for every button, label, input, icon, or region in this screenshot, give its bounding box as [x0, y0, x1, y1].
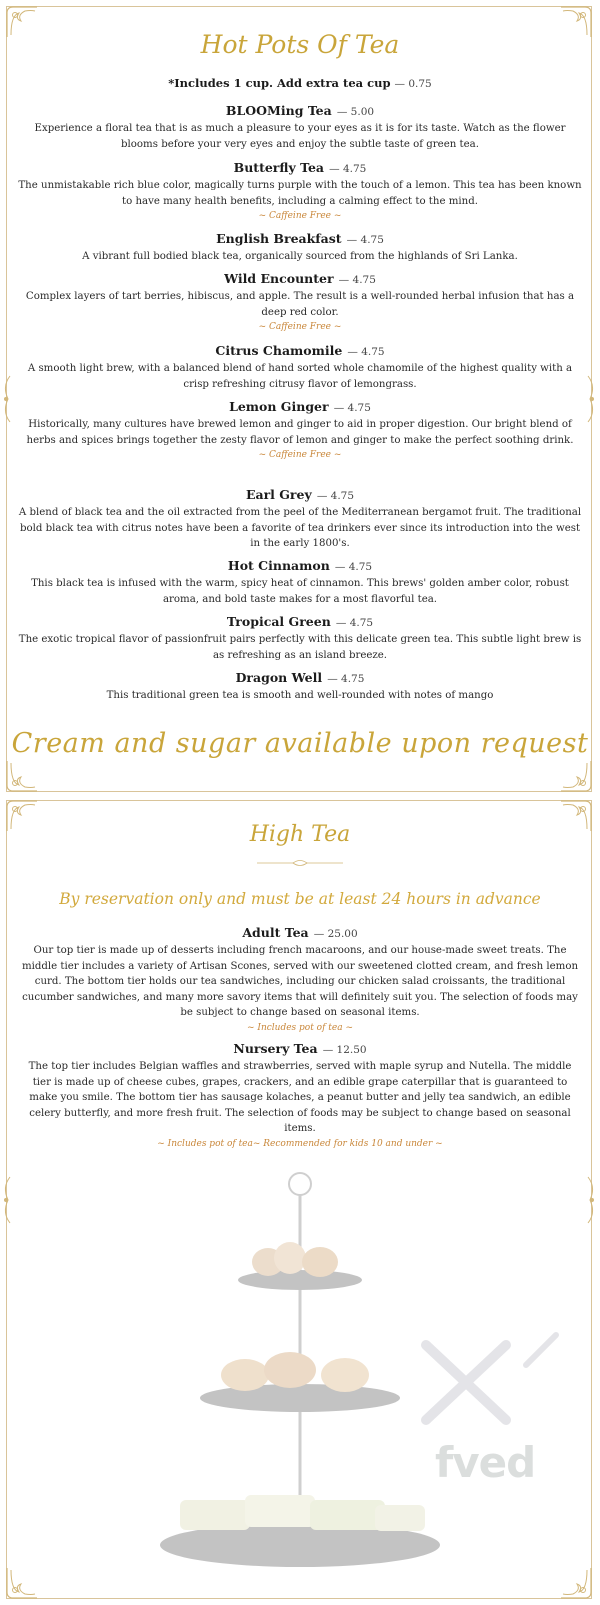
- menu-item-header: [18, 611, 582, 630]
- menu-item-header: [18, 922, 582, 941]
- menu-item-description: A blend of black tea and the oil extracted from the peel of the Mediterranean bergamot fruit. The traditional bold black tea with citrus notes have been a favorite of tea drinkers ever since its introduction into the west in the early 1800's.: [18, 507, 582, 549]
- menu-item-header: [18, 396, 582, 415]
- menu-item: [18, 100, 582, 152]
- corner-ornament-icon: [5, 759, 39, 793]
- menu-item-description: The unmistakable rich blue color, magically turns purple with the touch of a lemon. This tea has been known to have many health benefits, including a calming effect to the mind.: [18, 180, 582, 207]
- menu-item-header: [18, 555, 582, 574]
- menu-item: [18, 1038, 582, 1151]
- menu-item: [18, 340, 582, 392]
- menu-item-header: [18, 228, 582, 247]
- menu-item-name: Adult Tea: [242, 925, 309, 940]
- menu-item-description: Historically, many cultures have brewed lemon and ginger to aid in proper digestion. Our bright blend of herbs and spices brings together the zesty flavor of lemon and ginger to make the perfect soothing drink.: [26, 419, 574, 446]
- menu-item-description: Complex layers of tart berries, hibiscus, and apple. The result is a well-rounded herbal infusion that has a deep red color.: [25, 291, 575, 318]
- menu-item: [18, 396, 582, 462]
- menu-item-name: Butterfly Tea: [233, 160, 325, 175]
- menu-item-name: Lemon Ginger: [229, 399, 329, 414]
- watermark-text: fved: [435, 1438, 536, 1487]
- menu-item: [18, 228, 582, 265]
- menu-item-price: — 4.75: [334, 561, 373, 573]
- menu-item-header: [18, 1038, 582, 1057]
- fork-knife-icon: [386, 1325, 566, 1455]
- menu-item-note: ~ Caffeine Free ~: [258, 322, 342, 332]
- menu-item-description: This traditional green tea is smooth and well-rounded with notes of mango: [106, 690, 494, 701]
- menu-item-price: — 4.75: [335, 617, 374, 629]
- menu-item-name: Tropical Green: [226, 614, 331, 629]
- reservation-note: By reservation only and must be at least 24 hours in advance: [59, 890, 541, 908]
- cream-sugar-note: Cream and sugar available upon request: [11, 728, 589, 759]
- includes-note-price: — 0.75: [394, 78, 432, 90]
- menu-item-header: [18, 268, 582, 287]
- menu-item-header: [18, 484, 582, 503]
- menu-item: [18, 268, 582, 334]
- menu-item-name: Wild Encounter: [224, 271, 334, 286]
- corner-ornament-icon: [5, 1566, 39, 1600]
- menu-item-price: — 5.00: [336, 106, 375, 118]
- menu-item-price: — 4.75: [347, 346, 385, 358]
- menu-item-price: — 4.75: [346, 234, 384, 246]
- menu-item-price: — 4.75: [329, 163, 367, 175]
- side-ornament-icon: [586, 1175, 598, 1225]
- menu-item-description: Experience a floral tea that is as much a pleasure to your eyes as it is for its taste. Watch as the flower blooms before your very eyes and enjoy the subtle taste of green tea.: [34, 123, 566, 150]
- menu-item-description: This black tea is infused with the warm, spicy heat of cinnamon. This brews' golden amber color, robust aroma, and bold taste makes for a most flavorful tea.: [31, 578, 569, 605]
- includes-note: [0, 76, 600, 90]
- menu-item-price: — 4.75: [316, 490, 355, 502]
- high-tea-title: High Tea: [249, 822, 351, 847]
- menu-item: [18, 157, 582, 223]
- includes-note-text: *Includes 1 cup. Add extra tea cup: [168, 76, 391, 90]
- menu-item-description: The top tier includes Belgian waffles and strawberries, served with maple syrup and Nutella. The middle tier is made up of cheese cubes, grapes, crackers, and an edible grape caterpillar that is guaranteed to make you smile. The bottom tier has sausage kolaches, a peanut butter and jelly tea sandwich, an edible celery butterfly, and more fresh fruit. The selection of foods may be subject to change based on seasonal items.: [28, 1061, 572, 1134]
- menu-item-description: The exotic tropical flavor of passionfruit pairs perfectly with this delicate green tea. This subtle light brew is as refreshing as an island breeze.: [18, 634, 582, 661]
- menu-item-price: — 4.75: [327, 673, 365, 685]
- side-ornament-icon: [0, 1175, 12, 1225]
- menu-item: [18, 555, 582, 607]
- menu-item-note: ~ Caffeine Free ~: [258, 450, 342, 460]
- menu-item-note: ~ Includes pot of tea ~: [246, 1022, 353, 1033]
- menu-item-description: A vibrant full bodied black tea, organically sourced from the highlands of Sri Lanka.: [82, 251, 518, 262]
- menu-item-header: [18, 157, 582, 176]
- title-divider-icon: [255, 858, 345, 868]
- menu-item-note: ~ Includes pot of tea~ Recommended for kids 10 and under ~: [157, 1138, 443, 1149]
- menu-item-price: — 25.00: [313, 928, 358, 940]
- menu-item: [18, 922, 582, 1035]
- side-ornament-icon: [586, 374, 598, 424]
- menu-item-name: Dragon Well: [235, 670, 323, 685]
- menu-item-header: [18, 667, 582, 686]
- menu-item-header: [18, 100, 582, 119]
- menu-item: [18, 667, 582, 704]
- menu-item-description: A smooth light brew, with a balanced blend of hand sorted whole chamomile of the highest quality with a crisp refreshing citrusy flavor of lemongrass.: [27, 363, 573, 390]
- menu-item: [18, 484, 582, 552]
- menu-item-price: — 12.50: [322, 1044, 367, 1056]
- menu-item-name: Nursery Tea: [233, 1041, 318, 1056]
- corner-ornament-icon: [559, 1566, 593, 1600]
- menu-item-name: English Breakfast: [216, 231, 342, 246]
- corner-ornament-icon: [559, 759, 593, 793]
- menu-item-name: Earl Grey: [245, 487, 312, 502]
- menu-item-description: Our top tier is made up of desserts including french macaroons, and our house-made sweet treats. The middle tier includes a variety of Artisan Scones, served with our sweetened clotted cream, and fresh lemon curd. The bottom tier holds our tea sandwiches, including our chicken salad croissants, the traditional cucumber sandwiches, and many more savory items that will definitely suit you. The selection of foods may be subject to change based on seasonal items.: [21, 945, 579, 1018]
- menu-item-name: BLOOMing Tea: [225, 103, 332, 118]
- menu-item: [18, 611, 582, 663]
- menu-item-name: Hot Cinnamon: [227, 558, 330, 573]
- menu-item-price: — 4.75: [333, 402, 371, 414]
- menu-item-header: [18, 340, 582, 359]
- side-ornament-icon: [0, 374, 12, 424]
- hot-pots-title: Hot Pots Of Tea: [200, 30, 400, 59]
- menu-item-name: Citrus Chamomile: [215, 343, 343, 358]
- menu-item-price: — 4.75: [338, 274, 376, 286]
- menu-item-note: ~ Caffeine Free ~: [258, 211, 342, 221]
